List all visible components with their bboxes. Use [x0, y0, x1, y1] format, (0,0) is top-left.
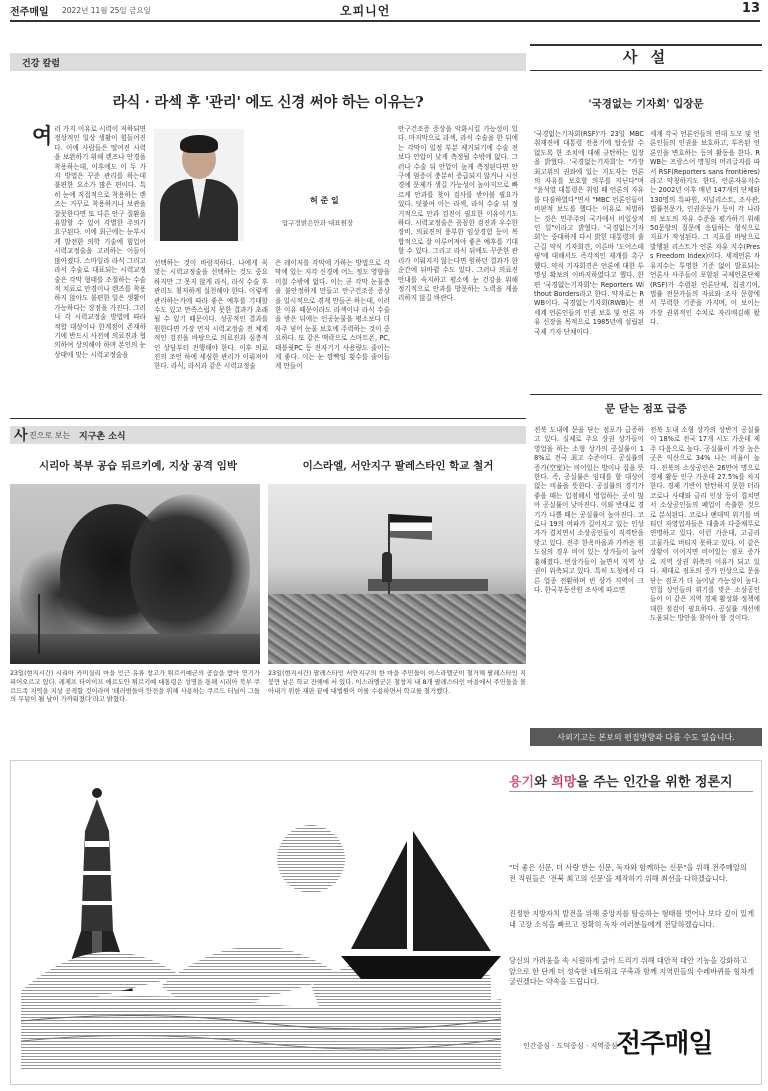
ad-title-rest: 을 주는 인간을 위한 정론지	[576, 775, 733, 790]
ad-paragraph-2: 진정한 지방자치 발전을 위해 중앙지를 탐승하는 형태를 벗어나 보다 깊이 있게 내 고장 소식을 빠르고 정확히 독자 여러분들에게 전달하겠습니다.	[509, 909, 755, 929]
column-category: 건강 칼럼	[22, 59, 60, 69]
person	[382, 552, 392, 582]
palestine-flag	[390, 514, 432, 540]
photo-left-caption: 23일(현지시간) 시리아 카미실리 마을 인근 유류 창고가 튀르키예군의 공습을 받아 연기가 피어오르고 있다. 레제프 타이이프 에르도안 튀르키예 대통령은 성명을 통해 시리아 북부 쿠르드족 지역을 지상 공격할 것이라며 '테러범들이 안전을 위해 사용하는 쿠르드 터널이 그들의 무덤이 될 날이 가까워졌다'라고 밝혔다.	[10, 670, 260, 704]
smoke-plume-3	[20, 544, 100, 644]
column-category-bar	[10, 53, 526, 71]
page-number: 13	[741, 1, 760, 16]
photo-right-title: 이스라엘, 서안지구 팔레스타인 학교 철거	[302, 460, 494, 472]
photo-news-label-accent: 지구촌 소식	[79, 432, 126, 442]
photo-left-title: 시리아 북부 공습 뒤르키예, 지상 공격 임박	[38, 460, 238, 472]
ad-water	[21, 996, 501, 1071]
disclaimer-text: 사외기고는 본보의 편집방향과 다를 수도 있습니다.	[557, 733, 735, 742]
column-col4-text: 안구건조증 증상을 악화시킬 가능성이 있다. 마지막으로 라섹, 라식 수술을 한 뒤에는 각막이 일정 부분 제거되기에 수술 전보다 안압이 낮게 측정될 수밖에 없다. 그러나 수술 뒤 안압이 높게 측정된다면 안구에 염증이 충분히 증급되지 않거나 시신경에 문제가 생길 가능성이 높아지므로 빠르게 안과를 찾아 검사를 받아볼 필요가 있다. 덧붙여 이는 라섹, 라식 수술 뒤 정기적으로 안과 검진이 필요한 이유이기도 하다. 시력교정술은 꼼꼼한 검진과 우수한 장비, 의료진의 풍부한 임상경험 등이 복합적으로 잘 이루어져야 좋은 예후를 기대할 수 있다. 그리고 라식 뒤에도 꾸준한 관리가 이뤄지지 않는다면 원하던 결과가 한 순간에 뒤바뀔 수도 있다. 그러나 의료진 안내를 숙지하고 평소에 눈 건강을 위해 정기적으로 안과를 방문하는 노력을 게을리하지 않길 바란다.	[398, 125, 518, 303]
author-name: 허 준 일	[310, 196, 339, 205]
masthead-paper-name: 전주매일	[10, 7, 49, 18]
column-headline: 라식 · 라섹 후 '관리' 에도 신경 써야 하는 이유는?	[112, 94, 424, 111]
editorial-heading-rule	[530, 70, 762, 71]
photo-news-header	[10, 426, 526, 444]
drop-cap: 여	[32, 123, 53, 148]
author-title: 압구정밝은안과 대표원장	[282, 219, 354, 227]
ad-sailboat	[341, 831, 501, 979]
column-col2-text: 선택하는 것이 바람직하다. 나에게 꼭 맞는 시력교정술을 선택하는 것도 중요하지만 그 못지 않게 라식, 라식 수술 후 관리도 철저하게 실천해야 한다. 이렇게 관리하는가에 따라 좋은 예후를 기대할 수도 있고 만족스럽지 못한 결과가 초래될 수 있기 때문이다. 성공적인 결과를 원한다면 가장 먼저 시력교정술 전 체계적인 검진을 바탕으로 의료진과 심층적인 상담부터 진행해야 한다. 이후 의료진의 조언 하에 세심한 관리가 이뤄져야 한다. 라식, 라식과 같은 시력교정술	[154, 259, 268, 371]
editorial	[530, 30, 762, 770]
ad-sun	[277, 825, 345, 893]
ad-paragraph-3: 당신의 가려움을 속 시원하게 긁어 드리기 위해 대안적 대안 기능을 강화하고 앞으로 한 단계 더 성숙한 네트워크 구축과 함께 지역민들의 수레바퀴를 힘차게 굴린겠다는 약속을 드립니다.	[509, 956, 755, 987]
ad-title-word-1: 용기	[509, 775, 535, 790]
editorial-2-right: 전북 도내 소형 상가의 상반기 공실률이 18%로 전국 17개 시도 가운데 제주 다음으로 높다. 공실률이 가장 높은 곳은 익산으로 34% 나는 비율이 높다. 전북의 소상공인은 26만여 명으로 경제 활동 인구 가운데 27.5%를 차지한다. 경제 기반이 탄탄하지 못한 터라 코로나 사태와 금리 인상 등이 겹치면서 소상공인들의 폐업이 속출한 것으로 분석된다. 코로나 팬데믹 위기를 버티던 자영업자들은 대출과 다중채무로 연명하고 있다. 이런 가운데, 고금리 고물가로 버티지 못하고 있다. 이 같은 상황이 이어지면 비어있는 점포 증가로 지역 상권 위축의 이유가 되고 있다. 제대로 점포의 증가 인상으로 문을 닫는 점포가 더 늘어날 가능성이 높다. 인접 상인들의 위기를 맞은 소상공인들이 이 같은 지역 경제 활성화 정책에 대한 점검이 필요하다. 공실률 개선에 도움되는 방안을 찾아야 할 것이다.	[650, 426, 760, 623]
ground	[10, 634, 260, 664]
photo-news-label: 진으로 보는	[29, 431, 71, 440]
rubble	[268, 594, 526, 664]
editorial-mid-rule	[530, 394, 762, 395]
editorial-heading: 사 설	[622, 48, 670, 66]
masthead	[10, 0, 760, 20]
photo-news-label-big: 사	[14, 428, 28, 444]
photo-palestine-school	[268, 484, 526, 664]
pole	[38, 594, 40, 654]
masthead-rule	[10, 20, 760, 22]
disclaimer-bar	[530, 728, 762, 746]
column-text-col1	[32, 125, 146, 415]
ad-paragraph-1: "더 좋은 신문, 더 사랑 받는 신문, 독자와 함께하는 신문"을 위해 전주매일의 전 직원들은 '전북 최고의 신문'을 제작하기 위해 최선을 다하겠습니다.	[509, 863, 747, 883]
column-col3-text: 은 레이저를 각막에 가하는 방법으로 각막에 있는 지각 신경에 어느 정도 영향을 미칠 수밖에 없다. 이는 곧 각막 눈물층을 불안정하게 만들고 안구건조증 증상을 일시적으로 겪게 만들곤 하는데, 이러한 이유 때문이라도 라섹이나 라식 수술을 받은 뒤에는 인공눈물을 평소보다 더 자주 넣어 눈물 보호에 주력하는 것이 중요하다. 또 같은 맥락으로 스마트폰, PC, 태블릿PC 등 전자기기 사용량도 줄이는 게 좋다. 이는 눈 깜빡임 횟수를 줄어들게 만들어	[275, 259, 390, 371]
editorial-title-1: '국경없는 기자회' 입장문	[588, 98, 704, 110]
author-photo	[154, 129, 244, 241]
masthead-date: 2022년 11월 25일 금요일	[62, 6, 151, 15]
ad-slogan: 인간중심 · 도덕중심 · 지역중심	[523, 1042, 618, 1050]
photo-right-caption: 23일(현지시간) 팔레스타인 서안지구의 한 마을 주민들이 이스라엘군이 철거해 팔레스타인 지붕만 남은 학교 잔해에 서 있다. 이스라엘군은 철창지 내 8개 팔레스타인 마을에서 주민들을 몰아내기 위한 재판 끝에 대법원이 이를 수용하면서 학교를 철거했다.	[268, 670, 526, 695]
column-bottom-rule	[10, 418, 526, 419]
photo-syria-smoke	[10, 484, 260, 664]
smoke-plume-2	[130, 494, 250, 644]
ad-title-join: 와	[534, 775, 552, 790]
health-column	[10, 53, 526, 413]
photo-news	[10, 426, 526, 726]
ad-title-rule	[509, 791, 753, 792]
masthead-section: 오피니언	[340, 4, 391, 18]
author-hair	[180, 135, 218, 153]
editorial-title-2: 문 닫는 점포 급증	[605, 403, 687, 415]
editorial-1-right: 세계 각국 언론인들의 연대 도모 및 언론인들의 인권을 보호하고, 투옥된 언론인을 변호하는 등의 활동을 한다. RWB는 프랑스어 명칭의 머리글자를 따서 RSF(Reporters sans frontières)라고 약칭하기도 한다. 언론자유지수는 2002년 이후 매년 147개의 단체와 130명의 특파원, 저널리스트, 조사관, 법률전문가, 인권운동가 등이 각 나라의 보도의 자유 수준을 평가하기 위해 50문항의 질문에 응답하는 형식으로 지표가 작성된다. 그 지표를 바탕으로 발행된 리스트가 언론 자유 지수(Press Freedom Index)이다. 세계언론 자유지수는 투명한 기준 없이 발표되는 언론사 사주들이 포함된 국제언론단체(RSF)가 수렴된 언론단체, 집권기여, 법률 전문가들의 자료와 조사 문항에서 무력한 기준을 가지며, 이 보이는 가장 권위적인 수치로 자리매김해 왔다.	[650, 130, 760, 327]
editorial-2-left: 전북 도내에 문을 닫는 점포가 급증하고 있다. 실제로 주요 상권 상가들이 영업을 하는 소형 상가의 공실률이 18%로 전국 최고 수준이다. 공실률의 증가(空室)는 비어있는 방이나 집을 뜻한다. 즉, 공실률은 임대를 할 대상이 없는 비율을 뜻한다. 공실률의 경기가 좋을 때는 입점해서 영업하는 곳이 많아 공실률이 낮아진다. 이와 반대로 경기가 나쁠 때는 공실률이 높아진다. 코로나 19의 여파가 길어지고 있는 인상가가 겹치면서 소상공인들이 직격탄을 맞고 있다. 전주 한옥마을과 가까운 원도심의 경우 비어 있는 상가들이 늘어 흉해졌다. 빈상가들이 늘면서 지역 상권이 위축되고 있다. 특히 도청에서 다른 업종 전환하며 빈 상가 지역이 크다. 한국부동산원 조사에 따르면	[534, 426, 644, 594]
ad-illustration	[21, 771, 501, 1071]
ad-logo: 전주매일	[616, 1029, 713, 1059]
ad-title-word-2: 희망	[551, 775, 577, 790]
ad-title	[509, 771, 733, 790]
advertisement	[10, 760, 762, 1085]
column-col1-text: 러 가지 이유로 시력이 저하되면 정상적인 일상 생활이 힘들어진다. 이에 사람들은 떨어진 시력을 보완하기 위해 렌즈나 안경을 착용하는데, 이후에도 이 두 가지 방법은 꾸준 관리를 하는데 불편한 요소가 많은 편이다. 특히 눈에 직접적으로 착용하는 렌즈는 거꾸로 착용하거나 보관을 잘못한다면 또 다른 안구 질환을 유발할 수 있어 각별한 주의가 요구된다. 이에 최근에는 눈부시게 발전한 의학 기술에 힘입어 시력교정술을 고려하는 이들이 많아졌다. 스마일라 라식 그리고 라서 수술로 대표되는 시력교정술은 각막 형태를 조절하는 수술적 치료로 안경이나 렌즈를 착용하지 않아도 불편한 일은 생활이 가능하다는 장점을 가진다. 그러나 각 시력교정술 방법에 따라 적합 대상이나 한계점이 존재하기에 반드시 사전에 의료진과 협의하여 상의해야 하며 본인의 눈 상태에 맞는 시력교정술을	[54, 125, 146, 359]
editorial-1-left: '국경없는기자회(RSF)'가 23일 MBC 취재진에 대통령 전용기에 탑승할 수 없도록 한 조치에 대해 규탄하는 입장을 밝혔다. '국경없는기자회'는 "가장 최고위의 권좌에 있는 지도자는 언론의 자유를 보호할 의무를 지닌다"며 "윤석열 대통령은 취임 때 언론의 자유를 다짐하였다"면서 "MBC 언론인들이 비판적 보도를 했다는 이유로 처벌하는 것은 민주주의 국가에서 비일상적인 일"이라고 밝혔다. '국경없는기자회'는 중대하게 다시 밝힌 대통령의 출근길 약식 기자회견, 이른바 '도어스테핑'에 대해서도 즉각적인 재개를 촉구했다. 약식 기자회견은 언론에 대한 투명성 확보의 이바지하였다고 했다. 한편 '국경없는기자회'는 Reporters Without Borders라고 한다. 약자로는 RWB이다. 국경없는기자회(RWB)는 전 세계 언론인들의 인권 보호 및 언론 자유 신장을 목적으로 1985년에 설립된 국제 기자 단체이다.	[534, 130, 644, 336]
